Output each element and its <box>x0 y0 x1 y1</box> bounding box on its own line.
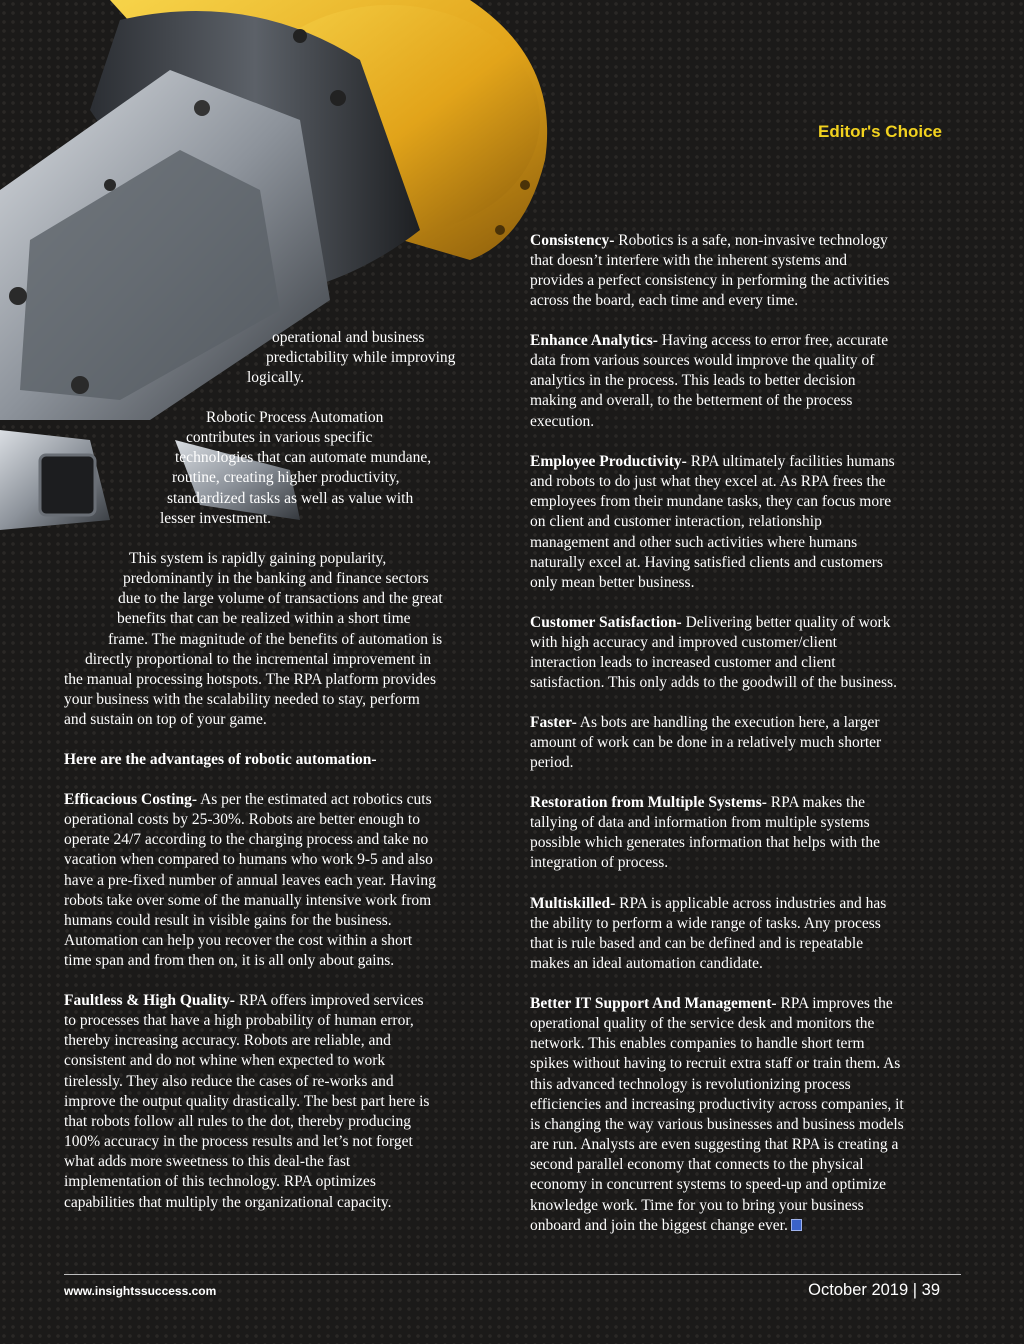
text-line: and sustain on top of your game. <box>64 711 267 729</box>
text-line: Robotics is a safe, non-invasive technology <box>614 232 888 249</box>
text-line: spikes without having to recruit extra staff or train them. As <box>530 1055 901 1073</box>
paragraph-title: Better IT Support And Management- <box>530 995 777 1012</box>
text-line: standardized tasks as well as value with <box>167 489 414 507</box>
text-line: time span and from then on, it is all only about gains. <box>64 952 395 970</box>
customer-satisfaction-paragraph <box>530 613 965 694</box>
text-line: are run. Analysts are even suggesting that RPA is creating a <box>530 1136 899 1154</box>
text-line: period. <box>530 754 574 772</box>
text-line: logically. <box>247 369 305 387</box>
faultless-quality-paragraph <box>64 991 494 1213</box>
text-line: operational and business <box>272 329 425 346</box>
text-line: the ability to perform a wide range of tasks. Any process <box>530 915 881 933</box>
text-line: this advanced technology is revolutionizing process <box>530 1075 851 1093</box>
paragraph-title: Enhance Analytics- <box>530 332 658 349</box>
text-line: that robots follow all rules to the dot, thereby producing <box>64 1112 411 1130</box>
paragraph-title: Customer Satisfaction- <box>530 614 682 631</box>
text-line: integration of process. <box>530 854 669 872</box>
text-line: RPA makes the <box>766 794 865 811</box>
text-line: directly proportional to the incremental improvement in <box>85 650 432 668</box>
text-line: your business with the scalability needed to stay, perform <box>64 691 420 709</box>
efficacious-costing-paragraph <box>64 790 494 971</box>
multiskilled-paragraph <box>530 894 965 975</box>
text-line: due to the large volume of transactions and the great <box>118 590 443 608</box>
text-line: on client and customer interaction, relationship <box>530 513 822 531</box>
text-line: that doesn’t interfere with the inherent systems and <box>530 252 847 270</box>
text-line: naturally excel at. Having satisfied clients and customers <box>530 553 883 571</box>
text-line: As bots are handling the execution here, a larger <box>576 714 880 731</box>
restoration-paragraph <box>530 793 965 874</box>
text-line: tallying of data and information from multiple systems <box>530 814 870 832</box>
text-line: frame. The magnitude of the benefits of automation is <box>108 630 443 648</box>
text-line: improve the output quality drastically. The best part here is <box>64 1092 430 1110</box>
paragraph-title: Consistency- <box>530 232 615 249</box>
text-line: the manual processing hotspots. The RPA platform provides <box>64 670 436 688</box>
text-line: RPA improves the <box>776 995 893 1012</box>
text-line: and robots to do just what they excel at. As RPA frees the <box>530 473 886 491</box>
text-line: benefits that can be realized within a short time <box>117 610 411 628</box>
paragraph-title: Faultless & High Quality- <box>64 992 235 1009</box>
text-line: management and other such activities where humans <box>530 533 858 551</box>
footer-issue-page <box>808 1281 940 1300</box>
paragraph-title: Efficacious Costing- <box>64 791 198 808</box>
text-line: making and overall, to the betterment of the process <box>530 392 853 410</box>
text-line: economy in concurrent systems to speed-up and optimize <box>530 1176 886 1194</box>
text-line: only mean better business. <box>530 573 695 591</box>
text-line: Robotic Process Automation <box>206 409 384 426</box>
section-label: Editor's Choice <box>817 122 942 141</box>
text-line: operational costs by 25-30%. Robots are better enough to <box>64 811 420 829</box>
separator: | <box>912 1281 918 1299</box>
faster-paragraph <box>530 713 965 773</box>
text-line: amount of work can be done in a relatively much shorter <box>530 734 882 752</box>
it-support-paragraph <box>530 994 965 1236</box>
text-line: predictability while improving <box>266 349 456 367</box>
text-line: employees from their mundane tasks, they can focus more <box>530 493 892 511</box>
text-line: RPA offers improved services <box>234 992 424 1009</box>
consistency-paragraph <box>530 231 965 312</box>
text-line: humans could result in visible gains for the business. <box>64 911 392 929</box>
text-line: RPA ultimately facilities humans <box>686 453 895 470</box>
text-line: makes an ideal automation candidate. <box>530 955 763 973</box>
text-line: Delivering better quality of work <box>681 614 891 631</box>
text-line: is changing the way various businesses and business models <box>530 1115 904 1133</box>
text-line: to processes that have a high probability of human error, <box>64 1012 414 1030</box>
enhance-analytics-paragraph <box>530 331 965 432</box>
paragraph-title: Restoration from Multiple Systems- <box>530 794 767 811</box>
text-line: second parallel economy that connects to the physical <box>530 1156 864 1174</box>
text-line: knowledge work. Time for you to bring your business <box>530 1196 864 1214</box>
text-line: Automation can help you recover the cost within a short <box>64 932 413 950</box>
issue-date: October 2019 <box>808 1281 909 1299</box>
text-line: satisfaction. This only adds to the goodwill of the business. <box>530 674 897 692</box>
text-line: operate 24/7 according to the charging process and take no <box>64 831 429 849</box>
text-line: data from various sources would improve the quality of <box>530 352 875 370</box>
text-line: onboard and join the biggest change ever. <box>530 1216 788 1234</box>
text-line: contributes in various specific <box>186 429 373 447</box>
text-line: vacation when compared to humans who work 9-5 and also <box>64 851 433 869</box>
text-line: tirelessly. They also reduce the cases of re-works and <box>64 1072 394 1090</box>
text-line: thereby increasing accuracy. Robots are reliable, and <box>64 1032 391 1050</box>
intro-paragraph <box>64 328 494 388</box>
text-line: have a pre-fixed number of annual leaves each year. Having <box>64 871 436 889</box>
footer-website: www.insightssuccess.com <box>64 1284 217 1298</box>
paragraph-title: Faster- <box>530 714 577 731</box>
text-line: execution. <box>530 412 595 430</box>
heading-text: Here are the advantages of robotic automation- <box>64 751 377 768</box>
employee-productivity-paragraph <box>530 452 965 593</box>
text-line: implementation of this technology. RPA optimizes <box>64 1173 376 1191</box>
text-line: robots take over some of the manually intensive work from <box>64 891 432 909</box>
text-line: technologies that can automate mundane, <box>175 449 432 467</box>
text-line: 100% accuracy in the process results and let’s not forget <box>64 1133 413 1151</box>
popularity-paragraph <box>64 549 494 730</box>
text-line: interaction leads to increased customer and client <box>530 654 836 672</box>
text-line: consistent and do not whine when expected to work <box>64 1052 386 1070</box>
text-line: provides a perfect consistency in performing the activities <box>530 272 890 290</box>
text-line: This system is rapidly gaining popularity, <box>129 550 387 567</box>
text-line: that is rule based and can be defined and is repeatable <box>530 935 864 953</box>
text-line: efficiencies and increasing productivity across companies, it <box>530 1095 904 1113</box>
paragraph-title: Employee Productivity- <box>530 453 687 470</box>
text-line: analytics in the process. This leads to better decision <box>530 372 856 390</box>
text-line: network. This enables companies to handle short term <box>530 1035 865 1053</box>
text-line: what adds more sweetness to this deal-the fast <box>64 1153 351 1171</box>
text-line: lesser investment. <box>160 509 272 527</box>
paragraph-title: Multiskilled- <box>530 895 616 912</box>
text-line: routine, creating higher productivity, <box>172 469 400 487</box>
text-line: capabilities that multiply the organizational capacity. <box>64 1193 392 1211</box>
footer-divider <box>64 1274 961 1275</box>
page-number: 39 <box>921 1281 940 1299</box>
advantages-heading <box>64 750 494 770</box>
text-line: operational quality of the service desk and monitors the <box>530 1015 875 1033</box>
text-line: predominantly in the banking and finance sectors <box>123 570 429 588</box>
text-line: possible which generates information that helps with the <box>530 834 880 852</box>
text-line: RPA is applicable across industries and has <box>615 895 887 912</box>
text-line: As per the estimated act robotics cuts <box>197 791 432 808</box>
text-line: with high accuracy and improved customer/client <box>530 634 837 652</box>
text-line: across the board, each time and every time. <box>530 292 799 310</box>
end-of-article-icon <box>791 1219 802 1231</box>
text-line: Having access to error free, accurate <box>657 332 889 349</box>
rpa-paragraph <box>64 408 494 529</box>
